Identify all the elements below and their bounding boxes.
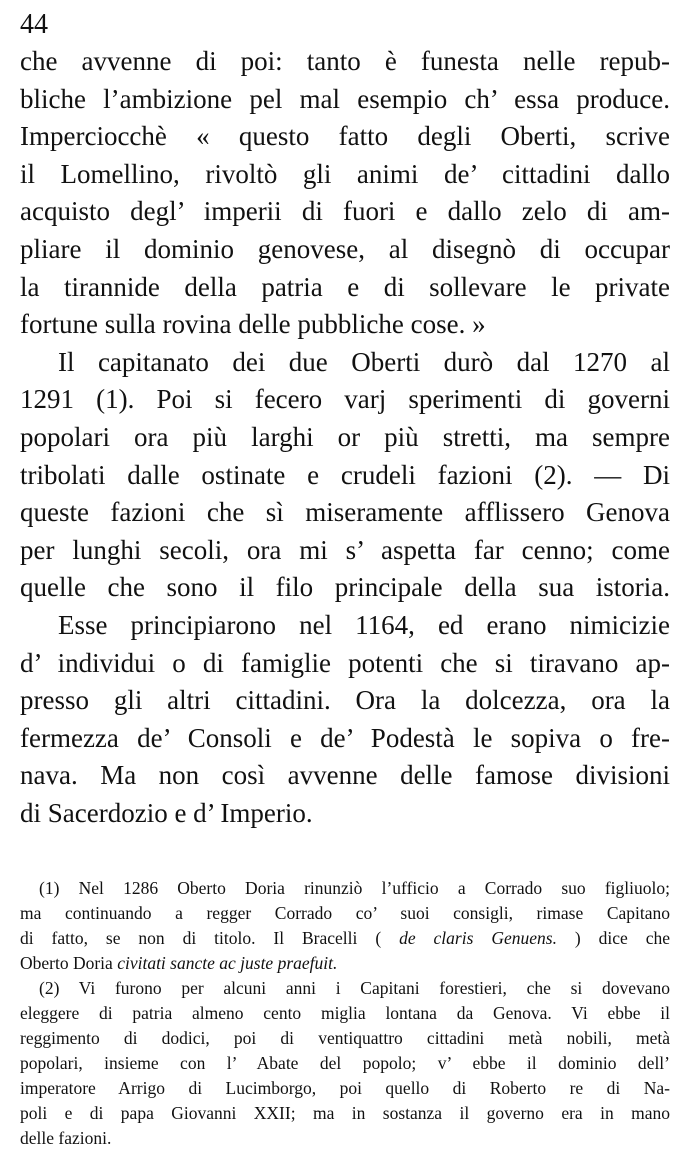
text-line: fortune sulla rovina delle pubbliche cose. » [20, 309, 486, 340]
text-line: per lunghi secoli, ora mi s’ aspetta far cenno; come [20, 534, 670, 565]
footnote-line: eleggere di patria almeno cento miglia lontana da Genova. Vi ebbe il [20, 1003, 670, 1024]
text-line: fermezza de’ Consoli e de’ Podestà le sopiva o fre- [20, 722, 670, 753]
text-line: Il capitanato dei due Oberti durò dal 1270 al [58, 346, 670, 377]
text-line: che avvenne di poi: tanto è funesta nelle repub- [20, 46, 670, 76]
text-line: la tirannide della patria e di sollevare le private [20, 271, 670, 302]
text-line: di Sacerdozio e d’ Imperio. [20, 797, 313, 828]
footnote-line: poli e di papa Giovanni XXII; ma in sostanza il governo era in mano [20, 1103, 670, 1124]
footnote-text: di fatto, se non di titolo. Il Bracelli ( [20, 928, 382, 949]
footnote-line: (2) Vi furono per alcuni anni i Capitani forestieri, che si dovevano [39, 978, 670, 999]
footnote-italic-quote: civitati sancte ac juste praefuit. [117, 953, 338, 974]
footnote-line: reggimento di dodici, poi di ventiquattro cittadini metà nobili, metà [20, 1028, 670, 1049]
text-line: presso gli altri cittadini. Ora la dolcezza, ora la [20, 685, 670, 716]
text-line: Esse principiarono nel 1164, ed erano nimicizie [58, 609, 670, 640]
main-text [20, 43, 670, 832]
footnote-italic-citation: de claris Genuens. [399, 928, 557, 949]
text-line: bliche l’ambizione pel mal esempio ch’ essa produce. [20, 83, 670, 114]
footnote-line [20, 926, 670, 951]
footnote-line: popolari, insieme con l’ Abate del popolo; v’ ebbe il dominio dell’ [20, 1053, 670, 1074]
text-line: nava. Ma non così avvenne delle famose divisioni [20, 760, 670, 791]
text-line: Imperciocchè « questo fatto degli Oberti, scrive [20, 121, 670, 152]
page-number: 44 [20, 9, 48, 40]
text-line: queste fazioni che sì miseramente afflissero Genova [20, 497, 670, 528]
text-line: d’ individui o di famiglie potenti che si tiravano ap- [20, 647, 670, 678]
text-line: il Lomellino, rivoltò gli animi de’ cittadini dallo [20, 158, 670, 189]
footnote-1 [20, 876, 670, 976]
footnote-line: ma continuando a regger Corrado co’ suoi consigli, rimase Capitano [20, 903, 670, 924]
footnote-text: ) dice che [574, 928, 671, 949]
footnotes [20, 876, 670, 1151]
section-gap [20, 832, 670, 876]
footnote-2 [20, 976, 670, 1151]
text-line: quelle che sono il filo principale della sua istoria. [20, 572, 670, 603]
book-page [20, 10, 670, 1151]
footnote-line: imperatore Arrigo di Lucimborgo, poi quello di Roberto re di Na- [20, 1078, 670, 1099]
text-line: acquisto degl’ imperii di fuori e dallo zelo di am- [20, 196, 670, 227]
text-line: popolari ora più larghi or più stretti, ma sempre [20, 421, 670, 452]
footnote-line [20, 951, 670, 976]
text-line: pliare il dominio genovese, al disegnò di occupar [20, 233, 670, 264]
footnote-line: delle fazioni. [20, 1128, 112, 1149]
text-line: tribolati dalle ostinate e crudeli fazioni (2). — Di [20, 459, 670, 490]
text-line: 1291 (1). Poi si fecero varj sperimenti di governi [20, 384, 670, 415]
footnote-line: (1) Nel 1286 Oberto Doria rinunziò l’ufficio a Corrado suo figliuolo; [39, 878, 670, 899]
footnote-text: Oberto Doria [20, 953, 118, 974]
